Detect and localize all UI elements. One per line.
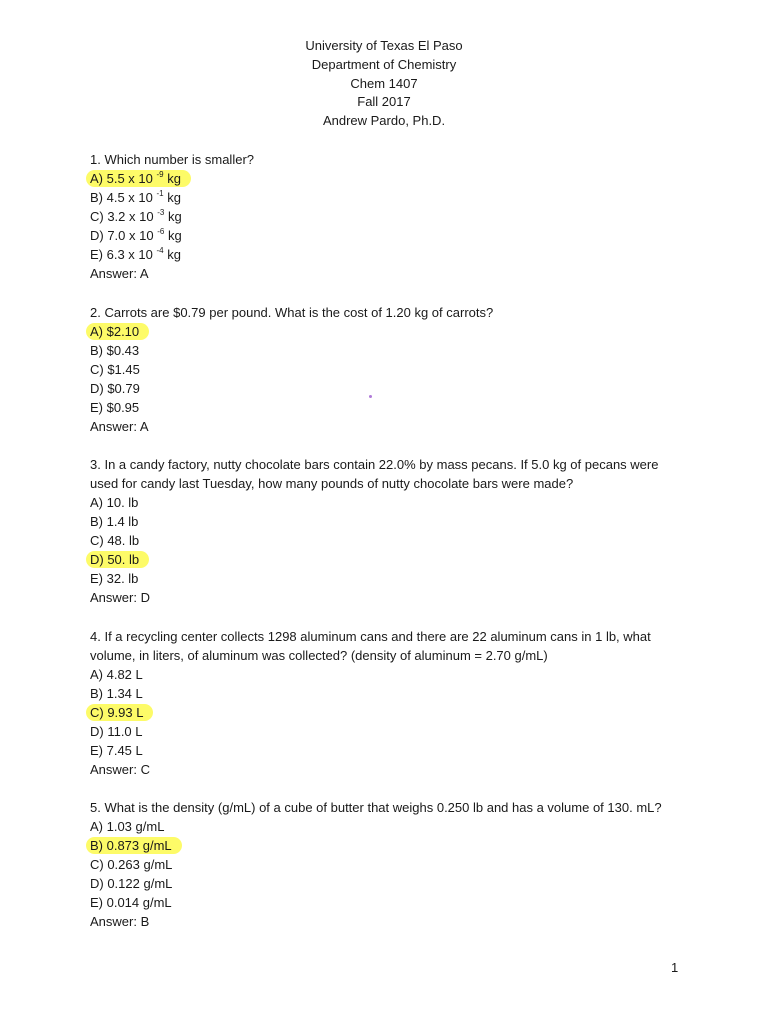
question-3 (90, 455, 670, 607)
university-name: University of Texas El Paso (305, 38, 463, 53)
choice-d: D) 11.0 L (90, 723, 143, 739)
stray-ink-dot (369, 395, 372, 398)
document-header (0, 37, 768, 131)
question-prompt: 2. Carrots are $0.79 per pound. What is the cost of 1.20 kg of carrots? (90, 304, 494, 320)
answer-line: Answer: C (90, 761, 150, 777)
highlighted-choice: A) 5.5 x 10 $^{-9}$ kg (86, 170, 191, 187)
choice-c: C) 48. lb (90, 533, 140, 548)
highlighted-choice: C) 9.93 L (86, 704, 153, 721)
choice-d (90, 550, 670, 569)
choice-e: E) 0.014 g/mL (90, 895, 172, 910)
term: Fall 2017 (357, 94, 411, 110)
question-1 (90, 150, 670, 283)
choice-e: E) $0.95 (90, 399, 140, 415)
choice-c: C) 3.2 x 10 $^{-3}$ kg (90, 208, 182, 224)
highlighted-choice: B) 0.873 g/mL (86, 837, 182, 854)
choice-b: B) 4.5 x 10 $^{-1}$ kg (90, 189, 181, 205)
highlighted-choice: A) $2.10 (86, 323, 149, 340)
choice-d: D) 0.122 g/mL (90, 876, 173, 891)
choice-c: C) $1.45 (90, 361, 140, 377)
instructor-name: Andrew Pardo, Ph.D. (322, 113, 446, 129)
highlighted-choice: D) 50. lb (86, 551, 149, 568)
course-code: Chem 1407 (350, 75, 418, 91)
choice-a: A) 4.82 L (90, 666, 143, 682)
choice-e: E) 7.45 L (90, 742, 143, 758)
choice-c: C) 0.263 g/mL (90, 857, 173, 872)
choice-b: B) 1.34 L (90, 685, 143, 701)
choice-a: A) 1.03 g/mL (90, 819, 165, 834)
answer-line: Answer: B (90, 914, 150, 929)
choice-c (90, 703, 670, 722)
question-prompt: 3. In a candy factory, nutty chocolate bars contain 22.0% by mass pecans. If 5.0 kg of pecans were used for candy last Tuesday, how many pounds of nutty chocolate bars were made? (90, 457, 659, 491)
choice-b: B) $0.43 (90, 342, 140, 358)
answer-line: Answer: A (90, 266, 149, 281)
answer-line: Answer: D (90, 590, 150, 605)
question-prompt: 5. What is the density (g/mL) of a cube of butter that weighs 0.250 lb and has a volume of 130. mL? (90, 800, 662, 815)
choice-a (90, 322, 670, 341)
choice-b (90, 836, 670, 855)
question-2 (90, 303, 670, 436)
choice-b: B) 1.4 lb (90, 514, 139, 529)
question-5 (90, 798, 670, 931)
choice-e: E) 32. lb (90, 571, 139, 586)
choice-e: E) 6.3 x 10 $^{-4}$ kg (90, 246, 181, 262)
question-prompt: 1. Which number is smaller? (90, 152, 254, 167)
page-number: 1 (671, 960, 679, 975)
choice-d: D) $0.79 (90, 380, 140, 396)
answer-line: Answer: A (90, 418, 149, 434)
question-list (90, 150, 670, 951)
department-name: Department of Chemistry (311, 56, 457, 72)
choice-a: A) 10. lb (90, 495, 139, 510)
choice-a (90, 169, 670, 188)
question-prompt: 4. If a recycling center collects 1298 aluminum cans and there are 22 aluminum cans in 1 lb, what volume, in liters, of aluminum was collected? (density of aluminum = 2.70 g/mL) (90, 628, 651, 663)
question-4 (90, 627, 670, 779)
choice-d: D) 7.0 x 10 $^{-6}$ kg (90, 227, 182, 243)
